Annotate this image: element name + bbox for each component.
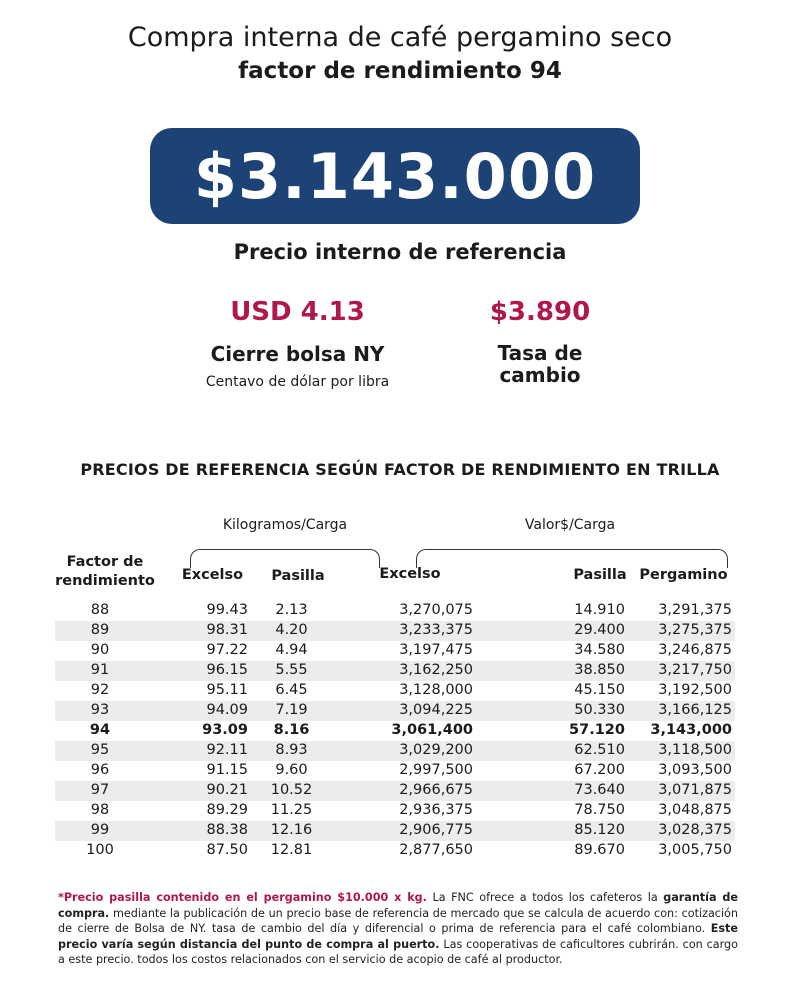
cell-excelso-kg: 96.15 bbox=[206, 662, 248, 678]
cell-factor: 91 bbox=[90, 662, 110, 678]
reference-price-label: Precio interno de referencia bbox=[233, 240, 567, 264]
column-header-pergamino: Pergamino bbox=[639, 567, 728, 583]
cell-excelso-value: 3,061,400 bbox=[391, 722, 473, 738]
cell-excelso-value: 3,270,075 bbox=[399, 602, 473, 618]
cell-excelso-kg: 94.09 bbox=[206, 702, 248, 718]
cell-excelso-kg: 99.43 bbox=[206, 602, 248, 618]
cell-pasilla-value: 62.510 bbox=[574, 742, 625, 758]
column-header-pasilla-value: Pasilla bbox=[573, 567, 627, 583]
group-bracket-value bbox=[416, 549, 728, 568]
column-header-excelso-value: Excelso bbox=[379, 566, 441, 582]
table-row bbox=[55, 741, 735, 761]
cell-pasilla-value: 57.120 bbox=[569, 722, 625, 738]
cell-pasilla-value: 67.200 bbox=[574, 762, 625, 778]
cell-excelso-kg: 97.22 bbox=[206, 642, 248, 658]
table-row bbox=[55, 601, 735, 621]
page-title: Compra interna de café pergamino seco bbox=[127, 22, 673, 53]
cell-pasilla-kg: 2.13 bbox=[275, 602, 308, 618]
cell-pasilla-value: 14.910 bbox=[574, 602, 625, 618]
cell-pasilla-value: 85.120 bbox=[574, 822, 625, 838]
cell-pasilla-kg: 5.55 bbox=[275, 662, 308, 678]
cell-pergamino: 3,192,500 bbox=[658, 682, 732, 698]
table-row bbox=[55, 681, 735, 701]
footnote-bold: Este precio varía según distancia del punto de compra al puerto. bbox=[58, 922, 738, 951]
cell-factor: 92 bbox=[90, 682, 110, 698]
ny-close-label: Cierre bolsa NY bbox=[210, 342, 385, 366]
column-header-excelso-kg: Excelso bbox=[181, 567, 244, 583]
cell-excelso-kg: 95.11 bbox=[206, 682, 248, 698]
page-subtitle: factor de rendimiento 94 bbox=[238, 58, 562, 84]
cell-excelso-value: 3,197,475 bbox=[399, 642, 473, 658]
cell-excelso-kg: 93.09 bbox=[202, 722, 248, 738]
cell-factor: 95 bbox=[90, 742, 110, 758]
price-banner bbox=[150, 128, 640, 224]
cell-pasilla-value: 89.670 bbox=[574, 842, 625, 858]
cell-factor: 99 bbox=[90, 822, 110, 838]
cell-excelso-value: 3,128,000 bbox=[399, 682, 473, 698]
cell-pergamino: 3,291,375 bbox=[658, 602, 732, 618]
cell-excelso-value: 3,162,250 bbox=[399, 662, 473, 678]
table-row bbox=[55, 721, 735, 741]
cell-pasilla-value: 34.580 bbox=[574, 642, 625, 658]
cell-factor: 98 bbox=[90, 802, 110, 818]
footnote-text: mediante la publicación de un precio base de referencia de mercado que se calcula de acuerdo con: cotización de cierre de Bolsa de NY. tasa de cambio del día y diferencial o prima de referencia para el café colombiano. bbox=[58, 906, 738, 936]
column-header-factor: Factor de rendimiento bbox=[55, 554, 155, 589]
cell-pergamino: 3,275,375 bbox=[658, 622, 732, 638]
table-row bbox=[55, 701, 735, 721]
cell-pasilla-kg: 12.81 bbox=[270, 842, 313, 858]
table-row bbox=[55, 761, 735, 781]
cell-pasilla-kg: 7.19 bbox=[275, 702, 308, 718]
cell-pasilla-kg: 4.94 bbox=[275, 642, 308, 658]
cell-pasilla-kg: 10.52 bbox=[270, 782, 313, 798]
cell-factor: 96 bbox=[90, 762, 110, 778]
group-label-value: Valor$/Carga bbox=[524, 517, 616, 533]
cell-excelso-kg: 91.15 bbox=[206, 762, 248, 778]
exchange-rate-value: $3.890 bbox=[489, 297, 591, 327]
cell-pasilla-kg: 9.60 bbox=[275, 762, 308, 778]
cell-excelso-kg: 88.38 bbox=[206, 822, 248, 838]
cell-excelso-value: 2,936,375 bbox=[399, 802, 473, 818]
cell-pasilla-kg: 8.16 bbox=[273, 722, 310, 738]
cell-pasilla-value: 45.150 bbox=[574, 682, 625, 698]
cell-pasilla-kg: 4.20 bbox=[275, 622, 308, 638]
cell-factor: 90 bbox=[90, 642, 110, 658]
cell-excelso-kg: 98.31 bbox=[206, 622, 248, 638]
cell-pergamino: 3,166,125 bbox=[658, 702, 732, 718]
cell-factor: 97 bbox=[90, 782, 110, 798]
footnote-pasilla-note: *Precio pasilla contenido en el pergamino $10.000 x kg. bbox=[58, 891, 427, 904]
table-row bbox=[55, 841, 735, 861]
section-title: PRECIOS DE REFERENCIA SEGÚN FACTOR DE RENDIMIENTO EN TRILLA bbox=[80, 460, 720, 479]
cell-pergamino: 3,048,875 bbox=[658, 802, 732, 818]
footnote bbox=[58, 890, 738, 968]
cell-pergamino: 3,071,875 bbox=[658, 782, 732, 798]
group-bracket-kg bbox=[190, 549, 380, 568]
cell-factor: 100 bbox=[86, 842, 114, 858]
table-row bbox=[55, 661, 735, 681]
cell-pasilla-value: 38.850 bbox=[574, 662, 625, 678]
table-row bbox=[55, 781, 735, 801]
cell-excelso-value: 2,877,650 bbox=[399, 842, 473, 858]
cell-pergamino: 3,246,875 bbox=[658, 642, 732, 658]
cell-excelso-kg: 90.21 bbox=[206, 782, 248, 798]
footnote-bold: garantía de compra. bbox=[58, 891, 739, 920]
cell-pasilla-kg: 11.25 bbox=[270, 802, 313, 818]
group-label-kg: Kilogramos/Carga bbox=[222, 517, 348, 533]
cell-pasilla-value: 78.750 bbox=[574, 802, 625, 818]
cell-pergamino: 3,143,000 bbox=[650, 722, 732, 738]
cell-excelso-value: 2,966,675 bbox=[399, 782, 473, 798]
ny-close-value: USD 4.13 bbox=[230, 297, 365, 327]
table-row bbox=[55, 641, 735, 661]
column-header-pasilla-kg: Pasilla bbox=[271, 568, 325, 584]
cell-excelso-value: 3,233,375 bbox=[399, 622, 473, 638]
cell-pergamino: 3,217,750 bbox=[658, 662, 732, 678]
footnote-text: Las cooperativas de caficultores cubrirán. con cargo a este precio. todos los costos relacionados con el servicio de acopio de café al productor. bbox=[58, 937, 739, 967]
cell-excelso-value: 2,997,500 bbox=[399, 762, 473, 778]
table-row bbox=[55, 821, 735, 841]
exchange-rate-label: Tasa de cambio bbox=[497, 341, 583, 387]
cell-pasilla-value: 50.330 bbox=[574, 702, 625, 718]
cell-excelso-kg: 89.29 bbox=[206, 802, 248, 818]
cell-factor: 88 bbox=[90, 602, 110, 618]
reference-price-value: $3.143.000 bbox=[193, 139, 597, 213]
cell-pergamino: 3,005,750 bbox=[658, 842, 732, 858]
ny-close-sublabel: Centavo de dólar por libra bbox=[205, 374, 390, 390]
cell-factor: 89 bbox=[90, 622, 110, 638]
cell-pergamino: 3,028,375 bbox=[658, 822, 732, 838]
cell-pasilla-kg: 6.45 bbox=[275, 682, 308, 698]
price-table-body bbox=[55, 601, 735, 861]
cell-excelso-kg: 87.50 bbox=[206, 842, 248, 858]
cell-pasilla-value: 73.640 bbox=[574, 782, 625, 798]
cell-excelso-value: 2,906,775 bbox=[399, 822, 473, 838]
table-row bbox=[55, 801, 735, 821]
cell-pergamino: 3,093,500 bbox=[658, 762, 732, 778]
cell-pasilla-value: 29.400 bbox=[574, 622, 625, 638]
cell-excelso-kg: 92.11 bbox=[206, 742, 248, 758]
cell-pasilla-kg: 12.16 bbox=[270, 822, 313, 838]
cell-pergamino: 3,118,500 bbox=[658, 742, 732, 758]
footnote-text: La FNC ofrece a todos los cafeteros la bbox=[426, 891, 664, 904]
cell-factor: 93 bbox=[90, 702, 110, 718]
cell-factor: 94 bbox=[89, 722, 111, 738]
cell-excelso-value: 3,094,225 bbox=[399, 702, 473, 718]
cell-excelso-value: 3,029,200 bbox=[399, 742, 473, 758]
table-row bbox=[55, 621, 735, 641]
cell-pasilla-kg: 8.93 bbox=[275, 742, 308, 758]
